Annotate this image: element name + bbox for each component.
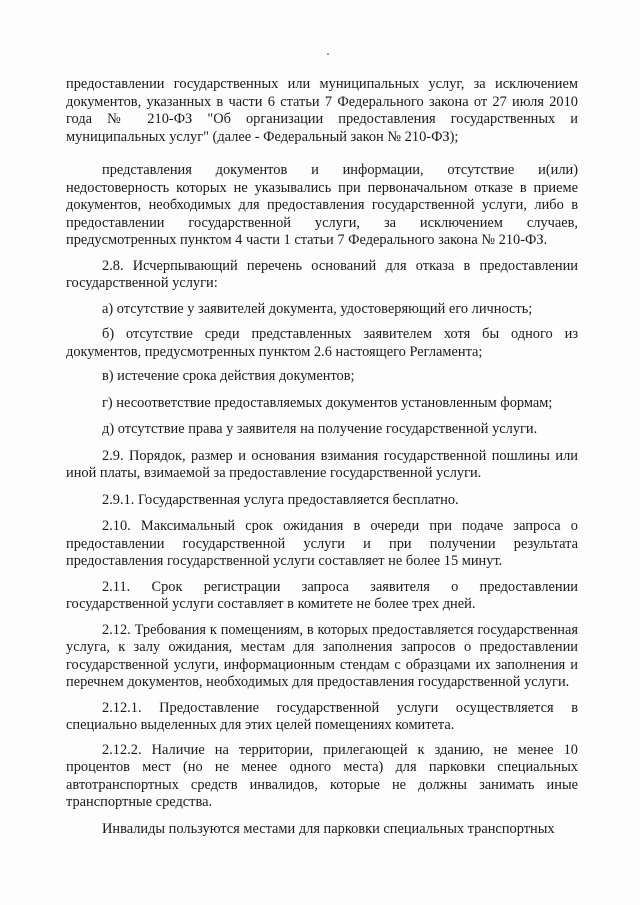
paragraph-2-10: 2.10. Максимальный срок ожидания в очереди при подаче запроса о предоставлении государственной услуги и при получении результата предоставления государственной услуги составляет не более 15 минут. — [66, 518, 578, 569]
paragraph-2-12-2: 2.12.2. Наличие на территории, прилегающей к зданию, не менее 10 процентов мест (но не менее одного места) для парковки специальных автотранспортных средств инвалидов, которые не должны занимать иные транспортные средства. — [66, 741, 578, 810]
paragraph-invalids: Инвалиды пользуются местами для парковки специальных транспортных — [102, 820, 555, 837]
paragraph-2-11: 2.11. Срок регистрации запроса заявителя о предоставлении государственной услуги составляет в комитете не более трех дней. — [66, 578, 578, 612]
paragraph-2-12: 2.12. Требования к помещениям, в которых предоставляется государственная услуга, к залу ожидания, местам для заполнения запросов о предоставлении государственной услуги, информационным стендам с образцами их заполнения и перечнем документов, необходимых для предоставления государственной услуги. — [66, 621, 578, 690]
paragraph-1: предоставлении государственных или муниципальных услуг, за исключением документов, указанных в части 6 статьи 7 Федерального закона от 27 июля 2010 года № 210-ФЗ "Об организации предоставления государственных и муниципальных услуг" (далее - Федеральный закон № 210-ФЗ); — [66, 76, 578, 145]
list-item-v: в) истечение срока действия документов; — [102, 368, 355, 384]
list-item-d: д) отсутствие права у заявителя на получение государственной услуги. — [102, 421, 538, 437]
paragraph-2-9-1: 2.9.1. Государственная услуга предоставляется бесплатно. — [102, 491, 459, 508]
paragraph-2-9: 2.9. Порядок, размер и основания взимания государственной пошлины или иной платы, взимаемой за предоставление государственной услуги. — [66, 447, 578, 481]
list-item-g: г) несоответствие предоставляемых документов установленным формам; — [102, 394, 553, 411]
list-item-b: б) отсутствие среди представленных заявителем хотя бы одного из документов, предусмотренных пунктом 2.6 настоящего Регламента; — [66, 326, 578, 360]
paragraph-2-12-1: 2.12.1. Предоставление государственной услуги осуществляется в специально выделенных для этих целей помещениях комитета. — [66, 699, 578, 733]
paragraph-2-8: 2.8. Исчерпывающий перечень оснований для отказа в предоставлении государственной услуги: — [66, 257, 578, 291]
document-body — [66, 76, 578, 838]
paragraph-2: представления документов и информации, отсутствие и(или) недостоверность которых не указывались при первоначальном отказе в приеме документов, необходимых для предоставления государственной услуги, либо в предоставлении государственной услуги, за исключением случаев, предусмотренных пунктом 4 части 1 статьи 7 Федерального закона № 210-ФЗ. — [66, 162, 578, 248]
list-item-a: а) отсутствие у заявителей документа, удостоверяющий его личность; — [102, 300, 533, 317]
page-mark — [327, 53, 329, 55]
